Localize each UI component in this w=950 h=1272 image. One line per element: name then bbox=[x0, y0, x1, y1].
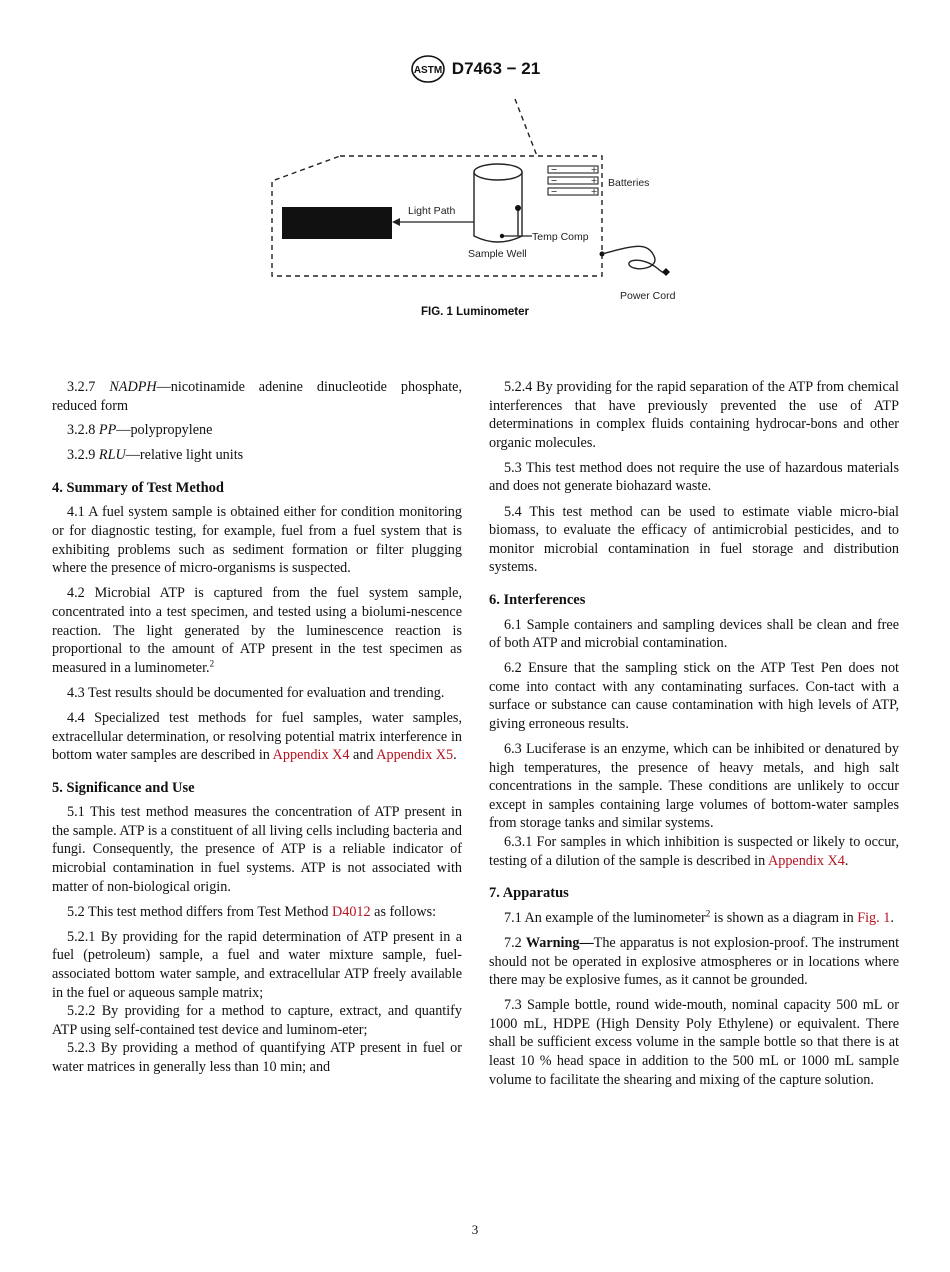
section-heading-5: 5. Significance and Use bbox=[52, 779, 195, 796]
fig-1-link[interactable]: Fig. 1 bbox=[857, 909, 891, 926]
definition-3-2-7: 3.2.7 NADPH—nicotinamide adenine dinucleotide phosphate, reduced form bbox=[52, 379, 462, 414]
label-sample-well: Sample Well bbox=[468, 248, 527, 260]
label-power-cord: Power Cord bbox=[620, 290, 676, 302]
paragraph-4-2: 4.2 Microbial ATP is captured from the fuel system sample, concentrated into a test specimen, and tested using a biolumi-nescence reaction. The light generated by the luminescence reaction is proportional to the amount of ATP present in the test specimen as measured in a luminometer.$^2$ bbox=[52, 585, 462, 676]
section-heading-4: 4. Summary of Test Method bbox=[52, 479, 224, 496]
paragraph-5-4: 5.4 This test method can be used to estimate viable micro-bial biomass, to evaluate the efficacy of antimicrobial pesticides, and to monitor microbial contamination in fuel storage and distribution systems. bbox=[489, 503, 899, 576]
label-batteries: Batteries bbox=[608, 177, 650, 189]
paragraph-4-3: 4.3 Test results should be documented for evaluation and trending. bbox=[67, 684, 445, 701]
paragraph-5-2-1: 5.2.1 By providing for the rapid determination of ATP present in a fuel (petroleum) sample, a fuel and water mixture sample, fuel-associated bottom water sample, and extracellular ATP freely available in the fuel or aqueous sample matrix; bbox=[52, 928, 462, 1001]
svg-text:−: − bbox=[551, 175, 558, 187]
standard-designation: D7463 − 21 bbox=[451, 59, 541, 78]
paragraph-6-3-1: 6.3.1 For samples in which inhibition is suspected or likely to occur, testing of a dilution of the sample is described in Appendix X4. bbox=[489, 834, 899, 869]
paragraph-7-1: 7.1 An example of the luminometer$^2$ is shown as a diagram in Fig. 1. bbox=[504, 908, 894, 926]
svg-text:ASTM: ASTM bbox=[413, 65, 442, 76]
d4012-link[interactable]: D4012 bbox=[332, 903, 371, 920]
svg-text:−: − bbox=[551, 164, 558, 176]
page-header bbox=[0, 54, 950, 84]
svg-text:−: − bbox=[551, 186, 558, 198]
paragraph-5-2-4: 5.2.4 By providing for the rapid separation of the ATP from chemical interferences that have previously prevented the use of ATP determinations in complex fluids containing hydrocar-bons and other organic molecules. bbox=[489, 379, 899, 451]
section-heading-7: 7. Apparatus bbox=[489, 885, 569, 902]
definition-3-2-9: 3.2.9 RLU—relative light units bbox=[67, 447, 244, 464]
appendix-x4-link-2[interactable]: Appendix X4 bbox=[767, 852, 845, 869]
paragraph-5-3: 5.3 This test method does not require the use of hazardous materials and does not generate biohazard waste. bbox=[489, 459, 899, 495]
paragraph-5-2-3: 5.2.3 By providing a method of quantifying ATP present in fuel or water matrices in generally less than 10 min; and bbox=[52, 1040, 462, 1075]
svg-text:+: + bbox=[591, 164, 598, 176]
detector-block bbox=[282, 207, 392, 239]
astm-logo-icon bbox=[410, 54, 446, 84]
definition-3-2-8: 3.2.8 PP—polypropylene bbox=[67, 422, 213, 439]
paragraph-4-4: 4.4 Specialized test methods for fuel samples, water samples, extracellular determination, or resolving potential matrix interference in bottom water samples are described in Appendix X4 and Appendix X5. bbox=[52, 709, 462, 764]
paragraph-5-2-2: 5.2.2 By providing for a method to capture, extract, and quantify ATP using self-contained test device and luminom-eter; bbox=[52, 1003, 462, 1038]
svg-text:+: + bbox=[591, 186, 598, 198]
right-column bbox=[489, 378, 899, 1096]
luminometer-figure bbox=[262, 96, 692, 306]
figure-caption: FIG. 1 Luminometer bbox=[421, 306, 529, 318]
paragraph-5-2: 5.2 This test method differs from Test Method D4012 as follows: bbox=[67, 903, 437, 920]
paragraph-7-2: 7.2 Warning—The apparatus is not explosion-proof. The instrument should not be operated in explosive atmospheres or in locations where there may be explosive fumes, as it cannot be grounded. bbox=[489, 934, 900, 989]
paragraph-4-1: 4.1 A fuel system sample is obtained either for condition monitoring or for diagnostic testing, for example, fuel from a fuel system that is exhibiting problems such as sediment formation or filter plugging where the presence of micro-organisms is suspected. bbox=[52, 504, 462, 577]
appendix-x4-link[interactable]: Appendix X4 bbox=[272, 747, 350, 764]
left-column bbox=[52, 378, 462, 1077]
paragraph-6-1: 6.1 Sample containers and sampling devices shall be clean and free of both ATP and microbial contamination. bbox=[489, 616, 899, 652]
paragraph-6-2: 6.2 Ensure that the sampling stick on the ATP Test Pen does not come into contact with any contaminating surfaces. Con-tact with a surface or substance can cause contamination with high levels of ATP, giving erroneous results. bbox=[489, 660, 899, 732]
section-heading-6: 6. Interferences bbox=[489, 591, 586, 608]
svg-text:+: + bbox=[591, 175, 598, 187]
page-number: 3 bbox=[471, 1222, 479, 1237]
paragraph-7-3: 7.3 Sample bottle, round wide-mouth, nominal capacity 500 mL or 1000 mL, HDPE (High Density Poly Ethylene) or equivalent. There shall be sufficient excess volume in the sample bottle so that there is at least 10 % head space in addition to the 500 mL or 1000 mL sample volume to facilitate the shearing and mixing of the capture solution. bbox=[489, 997, 899, 1088]
paragraph-6-3: 6.3 Luciferase is an enzyme, which can be inhibited or denatured by high temperatures, the presence of heavy metals, and high salt concentrations in the sample. These conditions are unlikely to occur except in samples containing large volumes of bottom-water samples from storage tanks and similar systems. bbox=[489, 741, 899, 832]
appendix-x5-link[interactable]: Appendix X5 bbox=[376, 747, 454, 764]
batteries-icon bbox=[548, 164, 598, 198]
label-temp-comp: Temp Comp bbox=[532, 231, 589, 243]
label-light-path: Light Path bbox=[408, 205, 456, 217]
paragraph-5-1: 5.1 This test method measures the concentration of ATP present in the sample. ATP is a constituent of all living cells including bacteria and fungi. Consequently, the presence of ATP is a reliable indicator of microbial contamination in fuel systems. ATP is not associated with matter of non-biological origin. bbox=[52, 804, 462, 895]
